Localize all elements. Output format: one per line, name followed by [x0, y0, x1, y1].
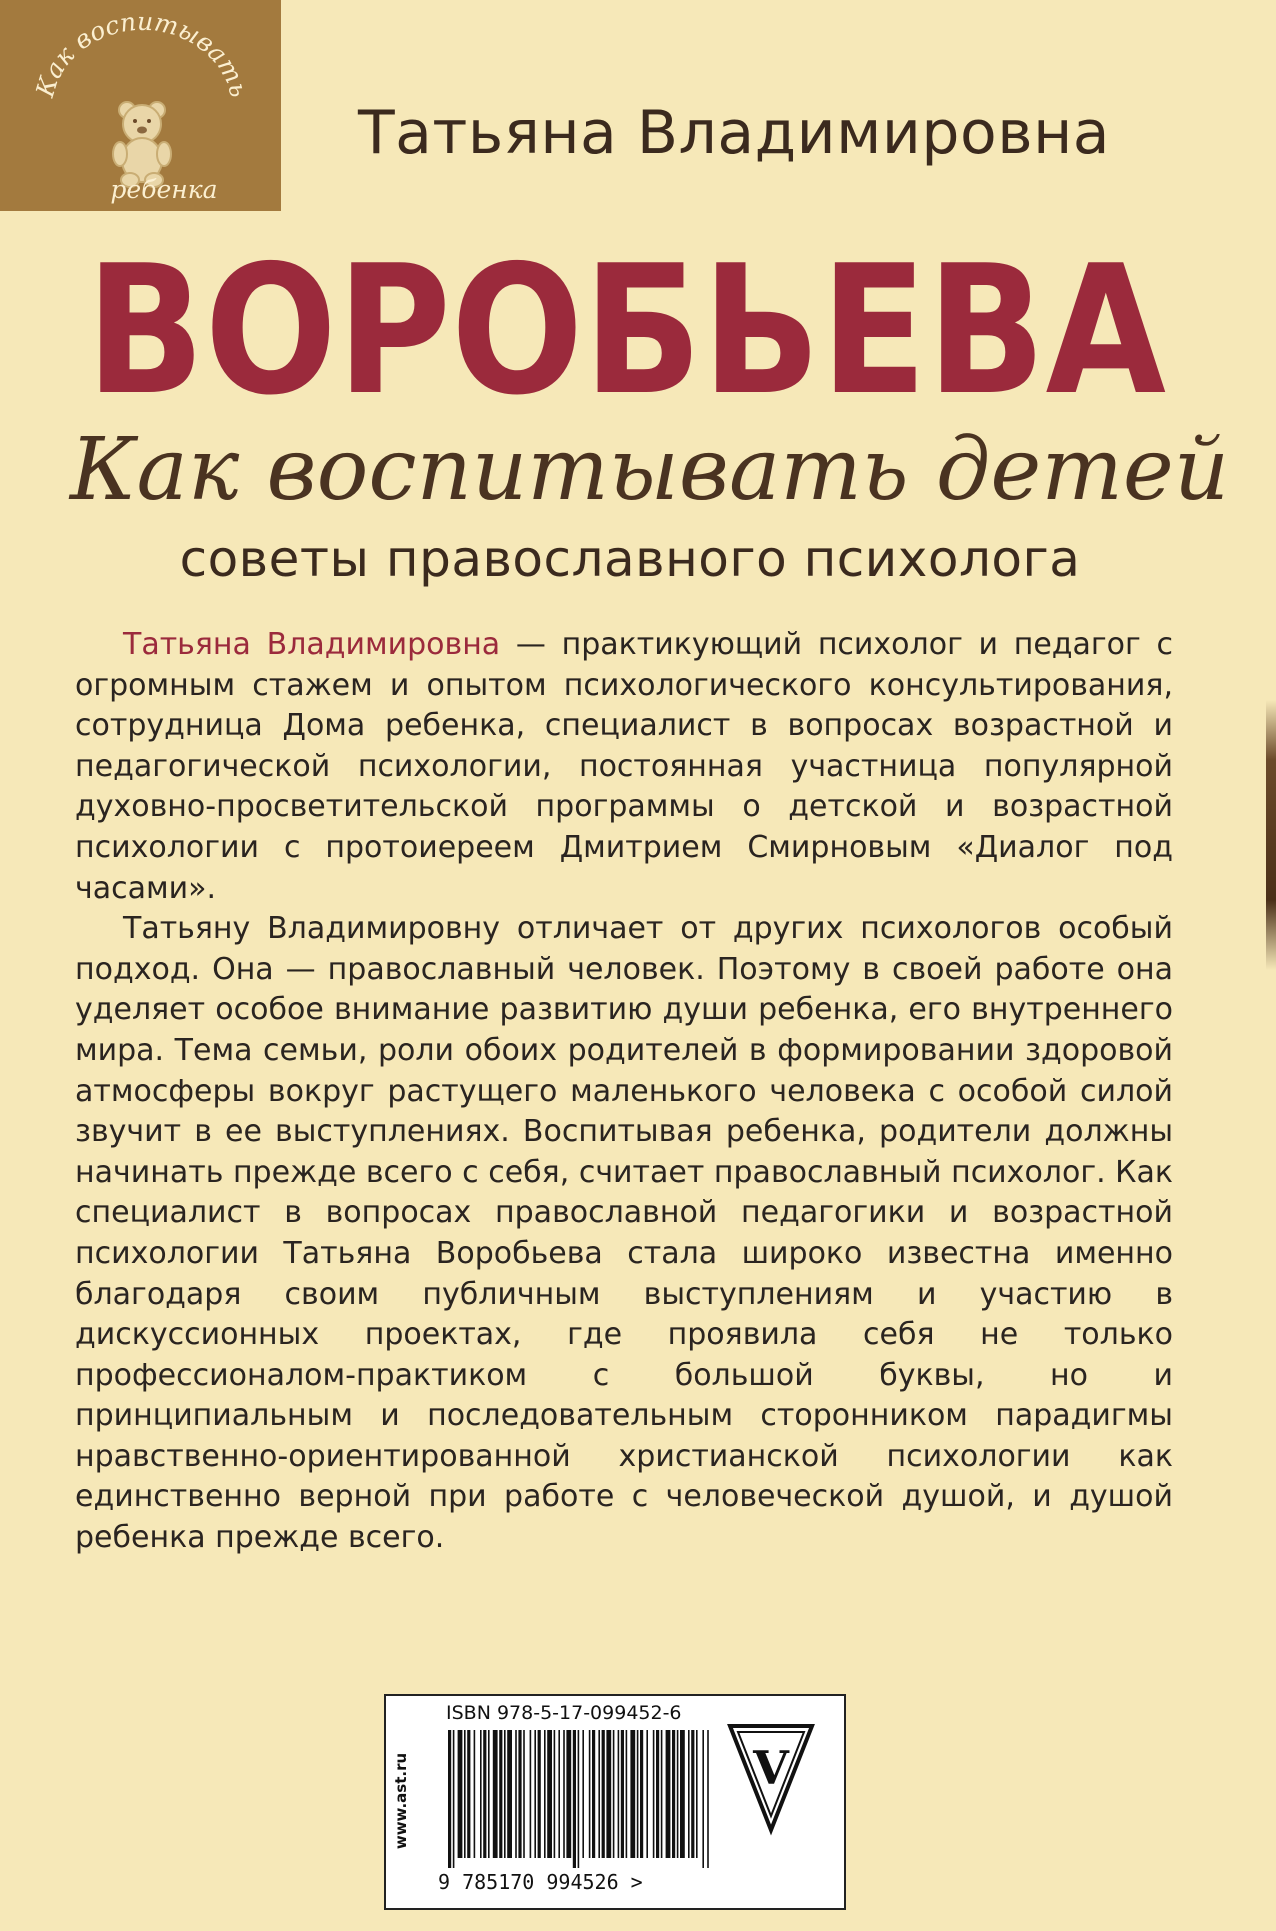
- series-label-top: Как воспитывать: [30, 6, 254, 101]
- barcode-bar: [538, 1730, 541, 1858]
- barcode-bar: [592, 1730, 595, 1858]
- barcode-bar: [467, 1730, 470, 1858]
- barcode-bar: [666, 1730, 671, 1858]
- barcode-bar: [680, 1730, 685, 1858]
- barcode-bar: [558, 1730, 560, 1858]
- barcode-bar: [499, 1730, 502, 1858]
- publisher-logo: [726, 1718, 816, 1838]
- publisher-logo-letter: V: [753, 1741, 789, 1795]
- barcode-bar: [534, 1730, 536, 1858]
- book-title: Как воспитывать детей: [70, 420, 1230, 520]
- description-paragraph-1: [75, 625, 1173, 909]
- barcode-bar: [640, 1730, 643, 1858]
- author-first-names: Татьяна Владимировна: [358, 98, 1111, 168]
- series-badge: [0, 0, 281, 211]
- barcode-bar: [453, 1730, 455, 1868]
- barcode-bar: [458, 1730, 463, 1858]
- barcode-bar: [653, 1730, 655, 1858]
- barcode-bar: [602, 1730, 605, 1858]
- book-subtitle: советы православного психолога: [179, 530, 1081, 588]
- barcode-bar: [554, 1730, 556, 1858]
- author-name-highlight: Татьяна Владимировна: [123, 627, 501, 662]
- barcode-bar: [578, 1730, 580, 1868]
- isbn-label: ISBN 978-5-17-099452-6: [446, 1702, 682, 1724]
- cover-edge-strip: [1266, 0, 1276, 1931]
- barcode-bar: [621, 1730, 624, 1858]
- description-paragraph-1-text: — практикующий психолог и педагог с огромным стажем и опытом психологического консультирования, сотрудница Дома ребенка, специалист в вопросах возрастной и педагогической психологии, постоянная участница популярной духовно-просветительской программы о детской и возрастной психологии с протоиереем Дмитрием Смирновым «Диалог под часами».: [75, 627, 1173, 906]
- series-badge-graphic: [0, 0, 281, 211]
- barcode-bar: [677, 1730, 679, 1858]
- barcode-bar: [630, 1730, 635, 1858]
- barcode-bar: [582, 1730, 584, 1858]
- barcode-bar: [646, 1730, 648, 1858]
- barcode-bar: [618, 1730, 620, 1858]
- description-paragraph-2: Татьяну Владимировну отличает от других психологов особый подход. Она — православный человек. Поэтому в своей работе она уделяет особое внимание развитию души ребенка, его внутреннего мира. Тема семьи, роли обоих родителей в формировании здоровой атмосферы вокруг растущего маленького человека с особой силой звучит в ее выступлениях. Воспитывая ребенка, родители должны начинать прежде всего с себя, считает православный психолог. Как специалист в вопросах православной педагогики и возрастной психологии Татьяна Воробьева стала широко известна именно благодаря своим публичным выступлениям и участию в дискуссионных проектах, где проявила себя не только профессионалом-практиком с большой буквы, но и принципиальным и последовательным сторонником парадигмы нравственно-ориентированной христианской психологии как единственно верной при работе с человеческой душой, и душой ребенка прежде всего.: [75, 911, 1173, 1556]
- barcode-bar: [661, 1730, 663, 1858]
- barcode-bar: [688, 1730, 690, 1858]
- barcode-bar: [464, 1730, 466, 1858]
- barcode-bar: [613, 1730, 615, 1858]
- barcode-bar: [504, 1730, 506, 1858]
- barcode-bar: [493, 1730, 498, 1858]
- series-label-bottom: ребенка: [110, 175, 218, 204]
- barcode-bar: [589, 1730, 591, 1858]
- barcode-bar: [566, 1730, 571, 1858]
- barcode-bar: [547, 1730, 552, 1858]
- barcode-bar: [480, 1730, 482, 1858]
- barcode-bar: [702, 1730, 704, 1868]
- barcode-bar: [691, 1730, 694, 1858]
- barcode-bar: [656, 1730, 659, 1858]
- barcode-bar: [474, 1730, 476, 1858]
- book-description: [75, 625, 1173, 1559]
- barcode-bar: [483, 1730, 486, 1858]
- barcode-digits: 9 785170 994526 >: [438, 1870, 643, 1894]
- barcode-box: [384, 1694, 846, 1910]
- barcode-bar: [523, 1730, 525, 1858]
- barcode-bar: [507, 1730, 512, 1858]
- barcode-bar: [707, 1730, 709, 1868]
- barcode-bar: [518, 1730, 521, 1858]
- barcode-bar: [530, 1730, 532, 1858]
- barcode-bar: [488, 1730, 490, 1858]
- publisher-site-url: www.ast.ru: [392, 1752, 410, 1850]
- barcode-bar: [563, 1730, 565, 1858]
- author-last-name: [86, 224, 1186, 434]
- barcode-bar: [598, 1730, 600, 1858]
- barcode-bar: [606, 1730, 611, 1858]
- barcode-bar: [573, 1730, 576, 1868]
- barcode-bar: [626, 1730, 628, 1858]
- barcode-bar: [544, 1730, 546, 1858]
- author-last-name-text: ВОРОБЬЕВА: [86, 227, 1166, 434]
- barcode-bar: [672, 1730, 675, 1858]
- barcode-bar: [696, 1730, 698, 1858]
- barcode: [444, 1730, 714, 1868]
- barcode-bar: [637, 1730, 639, 1858]
- barcode-bar: [515, 1730, 517, 1858]
- barcode-bar: [448, 1730, 451, 1868]
